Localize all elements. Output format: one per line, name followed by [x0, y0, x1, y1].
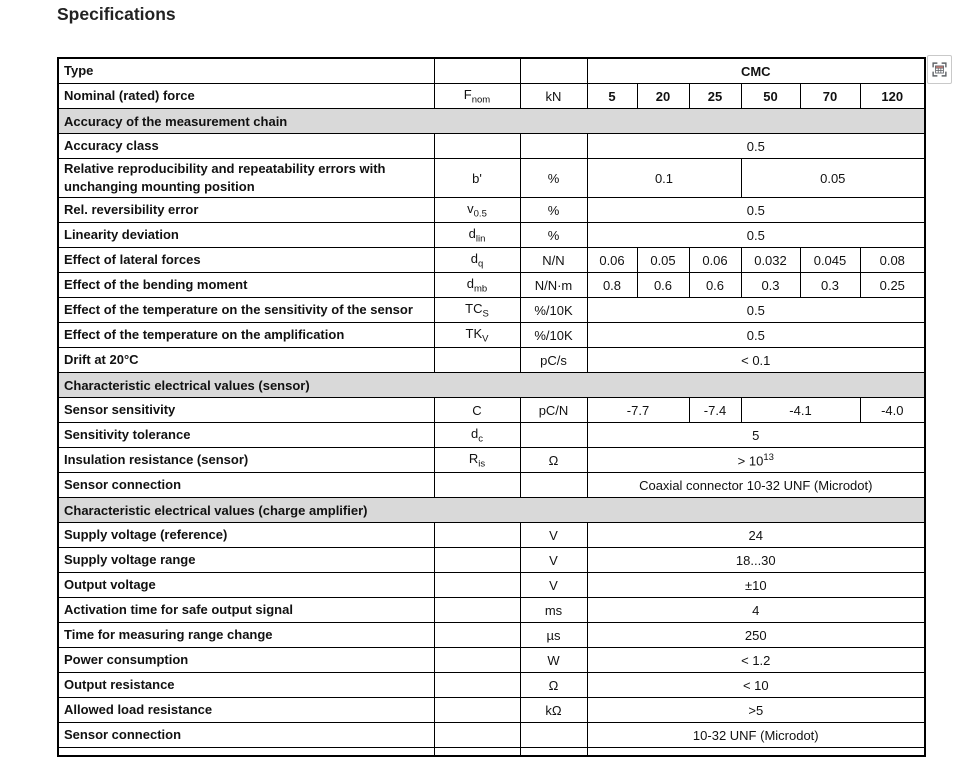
value-cell: -7.7 [587, 398, 689, 423]
symbol-cell: b' [434, 159, 520, 198]
unit-cell: ms [520, 598, 587, 623]
label-cell: Linearity deviation [58, 223, 434, 248]
value-cell: 0.5 [587, 323, 925, 348]
table-row [58, 723, 925, 748]
value-cell: -4.0 [860, 398, 925, 423]
symbol-cell [434, 473, 520, 498]
table-row [58, 598, 925, 623]
table-row [58, 273, 925, 298]
unit-cell: Ω [520, 448, 587, 473]
label-cell: Accuracy class [58, 134, 434, 159]
value-cell: 10-32 UNF (Microdot) [587, 723, 925, 748]
value-cell: 0.06 [689, 248, 741, 273]
force-column-header-cell: 70 [800, 84, 860, 109]
value-cell: ±10 [587, 573, 925, 598]
table-row [58, 523, 925, 548]
label-cell: Sensitivity tolerance [58, 423, 434, 448]
value-cell: 250 [587, 623, 925, 648]
value-cell: 0.6 [637, 273, 689, 298]
table-row [58, 159, 925, 198]
table-partial-row [58, 748, 925, 757]
value-superscript: 13 [763, 452, 774, 464]
type-label-cell: Type [58, 58, 434, 84]
unit-cell: N/N [520, 248, 587, 273]
unit-cell [520, 748, 587, 757]
symbol-subscript: is [478, 458, 486, 470]
symbol-cell: $d_c$ [434, 423, 520, 448]
value-cell: 0.5 [587, 298, 925, 323]
symbol-cell: $F_{nom}$ [434, 84, 520, 109]
force-column-header-cell: 25 [689, 84, 741, 109]
value-cell [587, 748, 925, 757]
label-cell [58, 748, 434, 757]
value-cell: 0.045 [800, 248, 860, 273]
table-row [58, 223, 925, 248]
table-row [58, 448, 925, 473]
unit-cell: kN [520, 84, 587, 109]
value-cell: 0.06 [587, 248, 637, 273]
value-cell: 24 [587, 523, 925, 548]
table-capture-icon [931, 61, 948, 78]
value-cell: 0.5 [587, 134, 925, 159]
table-section-row [58, 109, 925, 134]
value-cell: < 10 [587, 673, 925, 698]
value-cell: 0.3 [741, 273, 800, 298]
unit-cell: % [520, 223, 587, 248]
label-cell: Output voltage [58, 573, 434, 598]
label-cell: Rel. reversibility error [58, 198, 434, 223]
label-cell: Drift at 20°C [58, 348, 434, 373]
value-cell: 0.5 [587, 198, 925, 223]
specifications-table [57, 57, 926, 757]
value-cell: 0.6 [689, 273, 741, 298]
table-row [58, 348, 925, 373]
value-cell: Coaxial connector 10-32 UNF (Microdot) [587, 473, 925, 498]
value-cell: < 1.2 [587, 648, 925, 673]
table-row [58, 248, 925, 273]
label-cell: Effect of lateral forces [58, 248, 434, 273]
label-cell: Power consumption [58, 648, 434, 673]
unit-cell: W [520, 648, 587, 673]
symbol-subscript: mb [474, 283, 488, 295]
table-row [58, 623, 925, 648]
force-column-header-cell: 120 [860, 84, 925, 109]
table-row [58, 548, 925, 573]
symbol-cell [434, 523, 520, 548]
value-cell: -4.1 [741, 398, 860, 423]
unit-cell: V [520, 573, 587, 598]
symbol-cell [434, 673, 520, 698]
table-row [58, 398, 925, 423]
symbol-cell [434, 134, 520, 159]
label-cell: Sensor sensitivity [58, 398, 434, 423]
table-row [58, 648, 925, 673]
label-cell: Effect of the temperature on the sensitivity of the sensor [58, 298, 434, 323]
symbol-cell [434, 348, 520, 373]
symbol-cell: $R_{is}$ [434, 448, 520, 473]
unit-cell: N/N·m [520, 273, 587, 298]
label-cell: Effect of the bending moment [58, 273, 434, 298]
unit-cell: %/10K [520, 298, 587, 323]
value-cell: > $10^{13}$ [587, 448, 925, 473]
symbol-subscript: V [482, 333, 489, 345]
series-group-cell: CMC [587, 58, 925, 84]
label-cell: Sensor connection [58, 723, 434, 748]
symbol-cell [434, 698, 520, 723]
symbol-cell: $TC_S$ [434, 298, 520, 323]
unit-cell: % [520, 159, 587, 198]
label-cell: Supply voltage (reference) [58, 523, 434, 548]
label-cell: Supply voltage range [58, 548, 434, 573]
unit-cell: V [520, 523, 587, 548]
label-cell: Sensor connection [58, 473, 434, 498]
value-cell: 4 [587, 598, 925, 623]
label-cell: Output resistance [58, 673, 434, 698]
symbol-subscript: nom [471, 94, 491, 106]
section-label-cell: Characteristic electrical values (sensor) [58, 373, 925, 398]
unit-cell: V [520, 548, 587, 573]
symbol-cell [434, 598, 520, 623]
value-cell: 0.1 [587, 159, 741, 198]
value-cell: 0.05 [637, 248, 689, 273]
symbol-cell [434, 723, 520, 748]
value-cell: 0.08 [860, 248, 925, 273]
force-column-header-cell: 5 [587, 84, 637, 109]
force-column-header-cell: 20 [637, 84, 689, 109]
unit-cell: pC/N [520, 398, 587, 423]
symbol-subscript: 0.5 [473, 208, 487, 220]
label-cell: Nominal (rated) force [58, 84, 434, 109]
label-cell: Relative reproducibility and repeatability errors with unchanging mounting position [58, 159, 434, 198]
unit-cell: pC/s [520, 348, 587, 373]
symbol-cell: $d_{mb}$ [434, 273, 520, 298]
value-cell: 0.5 [587, 223, 925, 248]
value-cell: 5 [587, 423, 925, 448]
unit-cell [520, 423, 587, 448]
unit-cell: %/10K [520, 323, 587, 348]
page-title: Specifications [57, 4, 176, 24]
unit-cell [520, 58, 587, 84]
symbol-subscript: c [478, 433, 483, 445]
value-cell: 0.05 [741, 159, 925, 198]
unit-cell: µs [520, 623, 587, 648]
symbol-cell: $d_q$ [434, 248, 520, 273]
symbol-cell: $v_{0.5}$ [434, 198, 520, 223]
symbol-subscript: lin [475, 233, 486, 245]
label-cell: Effect of the temperature on the amplification [58, 323, 434, 348]
table-icon-gridlines [936, 68, 944, 73]
table-row [58, 673, 925, 698]
table-row [58, 423, 925, 448]
table-row [58, 698, 925, 723]
value-cell: 0.25 [860, 273, 925, 298]
spec-table-body [58, 58, 925, 756]
table-section-row [58, 498, 925, 523]
symbol-cell [434, 58, 520, 84]
table-capture-button[interactable] [927, 55, 952, 84]
symbol-cell [434, 648, 520, 673]
section-label-cell: Accuracy of the measurement chain [58, 109, 925, 134]
table-header-row [58, 58, 925, 84]
table-row [58, 198, 925, 223]
unit-cell: Ω [520, 673, 587, 698]
label-cell: Activation time for safe output signal [58, 598, 434, 623]
symbol-cell [434, 623, 520, 648]
value-cell: 0.3 [800, 273, 860, 298]
symbol-subscript: S [482, 308, 489, 320]
value-cell: >5 [587, 698, 925, 723]
table-row [58, 573, 925, 598]
value-cell: -7.4 [689, 398, 741, 423]
unit-cell [520, 473, 587, 498]
table-row [58, 323, 925, 348]
label-cell: Insulation resistance (sensor) [58, 448, 434, 473]
symbol-cell [434, 748, 520, 757]
table-row [58, 298, 925, 323]
symbol-cell: $TK_V$ [434, 323, 520, 348]
value-cell: 0.032 [741, 248, 800, 273]
unit-cell [520, 723, 587, 748]
table-header-row [58, 84, 925, 109]
unit-cell: % [520, 198, 587, 223]
label-cell: Allowed load resistance [58, 698, 434, 723]
section-label-cell: Characteristic electrical values (charge amplifier) [58, 498, 925, 523]
symbol-cell: $d_{lin}$ [434, 223, 520, 248]
table-row [58, 134, 925, 159]
symbol-cell: C [434, 398, 520, 423]
unit-cell [520, 134, 587, 159]
table-row [58, 473, 925, 498]
force-column-header-cell: 50 [741, 84, 800, 109]
symbol-cell [434, 548, 520, 573]
symbol-cell [434, 573, 520, 598]
value-cell: < 0.1 [587, 348, 925, 373]
value-cell: 18...30 [587, 548, 925, 573]
label-cell: Time for measuring range change [58, 623, 434, 648]
table-section-row [58, 373, 925, 398]
value-cell: 0.8 [587, 273, 637, 298]
symbol-subscript: q [477, 258, 484, 270]
unit-cell: kΩ [520, 698, 587, 723]
